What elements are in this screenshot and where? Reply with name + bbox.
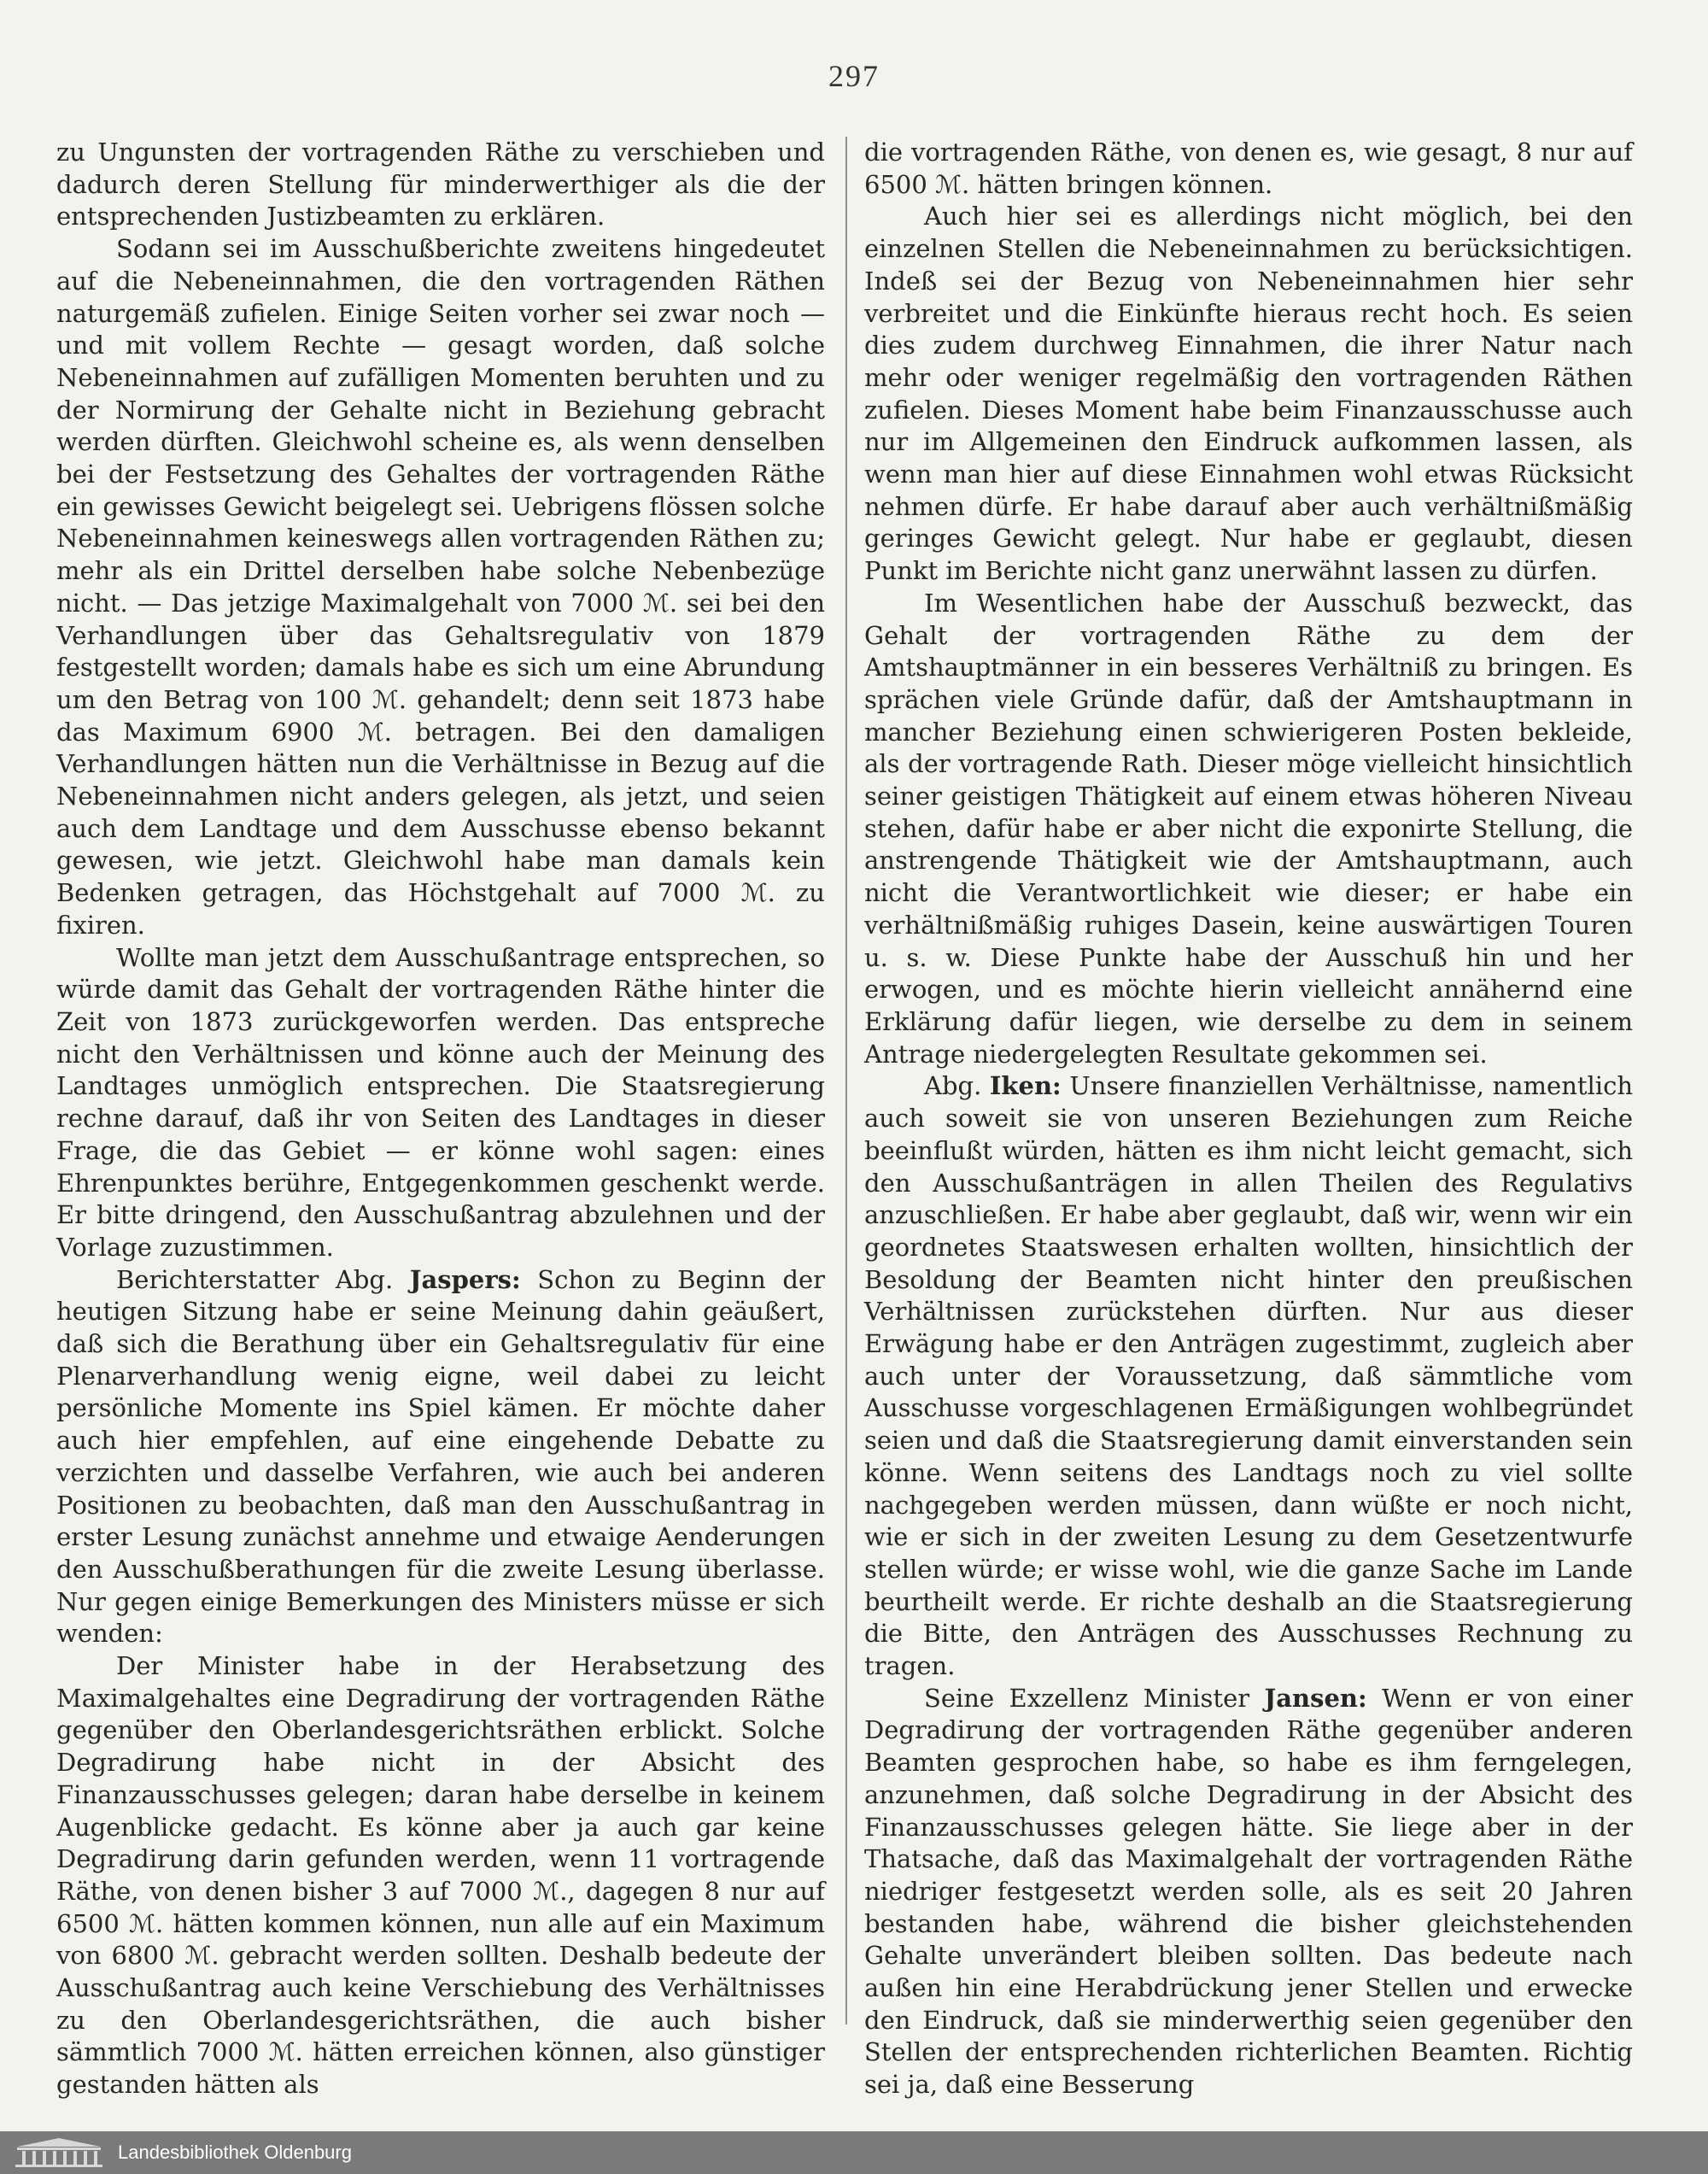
paragraph bbox=[56, 137, 825, 233]
speaker-name: Jaspers: bbox=[409, 1264, 521, 1294]
paragraph-text: zu Ungunsten der vortragenden Räthe zu verschieben und dadurch deren Stellung für minderwerthiger als die der entsprechenden Justizbeamten zu erklären. bbox=[56, 138, 825, 231]
speaker-prefix: Seine Exzellenz Minister bbox=[924, 1683, 1265, 1713]
paragraph bbox=[864, 1683, 1633, 2101]
paragraph bbox=[864, 588, 1633, 1071]
library-building-icon bbox=[12, 2136, 106, 2169]
library-name: Landesbibliothek Oldenburg bbox=[118, 2142, 352, 2163]
paragraph-text: Unsere finanziellen Verhältnisse, namentlich auch soweit sie von unseren Beziehungen zum Reiche beeinflußt würden, hätten es ihm nicht leicht gemacht, sich den Ausschußanträgen in allen Theilen des Regulativs anzuschließen. Er habe aber geglaubt, daß wir, wenn wir ein geordnetes Staatswesen erhalten wollten, hinsichtlich der Besoldung der Beamten nicht hinter den preußischen Verhältnissen zurückstehen dürften. Nur aus dieser Erwägung habe er den Anträgen zugestimmt, zugleich aber auch unter der Voraussetzung, daß sämmtliche vom Ausschusse vorgeschlagenen Ermäßigungen wohlbegründet seien und daß die Staatsregierung damit einverstanden sein könne. Wenn seitens des Landtags noch zu viel sollte nachgegeben werden müssen, dann wüßte er noch nicht, wie er sich in der zweiten Lesung zu dem Gesetzentwurfe stellen würde; er wisse wohl, wie die ganze Sache im Lande beurtheilt werde. Er richte deshalb an die Staatsregierung die Bitte, den Anträgen des Ausschusses Rechnung zu tragen. bbox=[864, 1071, 1633, 1681]
paragraph bbox=[56, 233, 825, 941]
paragraph-text: Wollte man jetzt dem Ausschußantrage entsprechen, so würde damit das Gehalt der vortragenden Räthe hinter die Zeit von 1873 zurückgeworfen werden. Das entspreche nicht den Verhältnissen und könne auch der Meinung des Landtages unmöglich entsprechen. Die Staatsregierung rechne darauf, daß ihr von Seiten des Landtages in dieser Frage, die das Gebiet — er könne wohl sagen: eines Ehrenpunktes berühre, Entgegenkommen geschenkt werde. Er bitte dringend, den Ausschußantrag abzulehnen und der Vorlage zuzustimmen. bbox=[56, 942, 825, 1262]
footer-bar bbox=[0, 2131, 1708, 2174]
left-text-column bbox=[56, 137, 825, 2101]
paragraph bbox=[56, 1264, 825, 1650]
paragraph-text: Wenn er von einer Degradirung der vortragenden Räthe gegenüber anderen Beamten gesprochen habe, so habe es ihm ferngelegen, anzunehmen, daß solche Degradirung in der Absicht des Finanzausschusses gelegen hätte. Sie liege aber in der Thatsache, daß das Maximalgehalt der vortragenden Räthe niedriger festgesetzt werden solle, als es seit 20 Jahren bestanden habe, während die bisher gleichstehenden Gehalte unverändert bleiben sollten. Das bedeute nach außen hin eine Herabdrückung jener Stellen und erwecke den Eindruck, daß sie minderwerthig seien gegenüber den Stellen der entsprechenden richterlichen Beamten. Richtig sei ja, daß eine Besserung bbox=[864, 1683, 1633, 2100]
speaker-name: Iken: bbox=[989, 1071, 1062, 1101]
paragraph bbox=[864, 201, 1633, 587]
paragraph bbox=[864, 137, 1633, 201]
paragraph-text: Im Wesentlichen habe der Ausschuß bezweckt, das Gehalt der vortragenden Räthe zu dem der Amtshauptmänner in ein besseres Verhältniß zu bringen. Es sprächen viele Gründe dafür, daß der Amtshauptmann in mancher Beziehung einen schwierigeren Posten bekleide, als der vortragende Rath. Dieser möge vielleicht hinsichtlich seiner geistigen Thätigkeit auf einem etwas höheren Niveau stehen, dafür habe er aber nicht die exponirte Stellung, die anstrengende Thätigkeit wie der Amtshauptmann, auch nicht die Verantwortlichkeit wie dieser; er habe ein verhältnißmäßig ruhiges Dasein, keine auswärtigen Touren u. s. w. Diese Punkte habe der Ausschuß hin und her erwogen, und es möchte hierin vielleicht annähernd eine Erklärung dafür liegen, wie derselbe zu dem in seinem Antrage niedergelegten Resultate gekommen sei. bbox=[864, 588, 1633, 1069]
paragraph bbox=[56, 942, 825, 1264]
paragraph-text: Der Minister habe in der Herabsetzung des Maximalgehaltes eine Degradirung der vortragenden Räthe gegenüber den Oberlandesgerichtsräthen erblickt. Solche Degradirung habe nicht in der Absicht des Finanzausschusses gelegen; daran habe derselbe in keinem Augenblicke gedacht. Es könne aber ja auch gar keine Degradirung darin gefunden werden, wenn 11 vortragende Räthe, von denen bisher 3 auf 7000 ℳ., dagegen 8 nur auf 6500 ℳ. hätten kommen können, nun alle auf ein Maximum von 6800 ℳ. gebracht werden sollten. Deshalb bedeute der Ausschußantrag auch keine Verschiebung des Verhältnisses zu den Oberlandesgerichtsräthen, die auch bisher sämmtlich 7000 ℳ. hätten erreichen können, also günstiger gestanden hätten als bbox=[56, 1651, 825, 2100]
paragraph bbox=[864, 1070, 1633, 1682]
paragraph-text: Auch hier sei es allerdings nicht möglich, bei den einzelnen Stellen die Nebeneinnahmen zu berücksichtigen. Indeß sei der Bezug von Nebeneinnahmen hier sehr verbreitet und die Einkünfte hieraus recht hoch. Es seien dies zudem durchweg Einnahmen, die ihrer Natur nach mehr oder weniger regelmäßig den vortragenden Räthen zufielen. Dieses Moment habe beim Finanzausschusse auch nur im Allgemeinen den Eindruck aufkommen lassen, als wenn man hier auf diese Einnahmen wohl etwas Rücksicht nehmen dürfe. Er habe darauf aber auch verhältnißmäßig geringes Gewicht gelegt. Nur habe er geglaubt, diesen Punkt im Berichte nicht ganz unerwähnt lassen zu dürfen. bbox=[864, 202, 1633, 586]
page-number: 297 bbox=[828, 59, 880, 93]
speaker-prefix: Abg. bbox=[924, 1071, 990, 1101]
right-text-column bbox=[864, 137, 1633, 2101]
paragraph-text: Schon zu Beginn der heutigen Sitzung habe er seine Meinung dahin geäußert, daß sich die Berathung über ein Gehaltsregulativ für eine Plenarverhandlung wenig eigne, weil dabei zu leicht persönliche Momente ins Spiel kämen. Er möchte daher auch hier empfehlen, auf eine eingehende Debatte zu verzichten und dasselbe Verfahren, wie auch bei anderen Positionen zu beobachten, daß man den Ausschußantrag in erster Lesung zunächst annehme und etwaige Aenderungen den Ausschußberathungen für die zweite Lesung überlasse. Nur gegen einige Bemerkungen des Ministers müsse er sich wenden: bbox=[56, 1264, 825, 1649]
column-divider bbox=[845, 137, 847, 2025]
paragraph bbox=[56, 1650, 825, 2101]
speaker-name: Jansen: bbox=[1264, 1683, 1367, 1713]
paragraph-text: Sodann sei im Ausschußberichte zweitens hingedeutet auf die Nebeneinnahmen, die den vortragenden Räthen naturgemäß zufielen. Einige Seiten vorher sei zwar noch — und mit vollem Rechte — gesagt worden, daß solche Nebeneinnahmen auf zufälligen Momenten beruhten und zu der Normirung der Gehalte nicht in Beziehung gebracht werden dürften. Gleichwohl scheine es, als wenn denselben bei der Festsetzung des Gehaltes der vortragenden Räthe ein gewisses Gewicht beigelegt sei. Uebrigens flössen solche Nebeneinnahmen keineswegs allen vortragenden Räthen zu; mehr als ein Drittel derselben habe solche Nebenbezüge nicht. — Das jetzige Maximalgehalt von 7000 ℳ. sei bei den Verhandlungen über das Gehaltsregulativ von 1879 festgestellt worden; damals habe es sich um eine Abrundung um den Betrag von 100 ℳ. gehandelt; denn seit 1873 habe das Maximum 6900 ℳ. betragen. Bei den damaligen Verhandlungen hätten nun die Verhältnisse in Bezug auf die Nebeneinnahmen nicht anders gelegen, als jetzt, und seien auch dem Landtage und dem Ausschusse ebenso bekannt gewesen, wie jetzt. Gleichwohl habe man damals kein Bedenken getragen, das Höchstgehalt auf 7000 ℳ. zu fixiren. bbox=[56, 234, 825, 940]
paragraph-text: die vortragenden Räthe, von denen es, wie gesagt, 8 nur auf 6500 ℳ. hätten bringen können. bbox=[864, 138, 1633, 199]
speaker-prefix: Berichterstatter Abg. bbox=[116, 1264, 410, 1294]
